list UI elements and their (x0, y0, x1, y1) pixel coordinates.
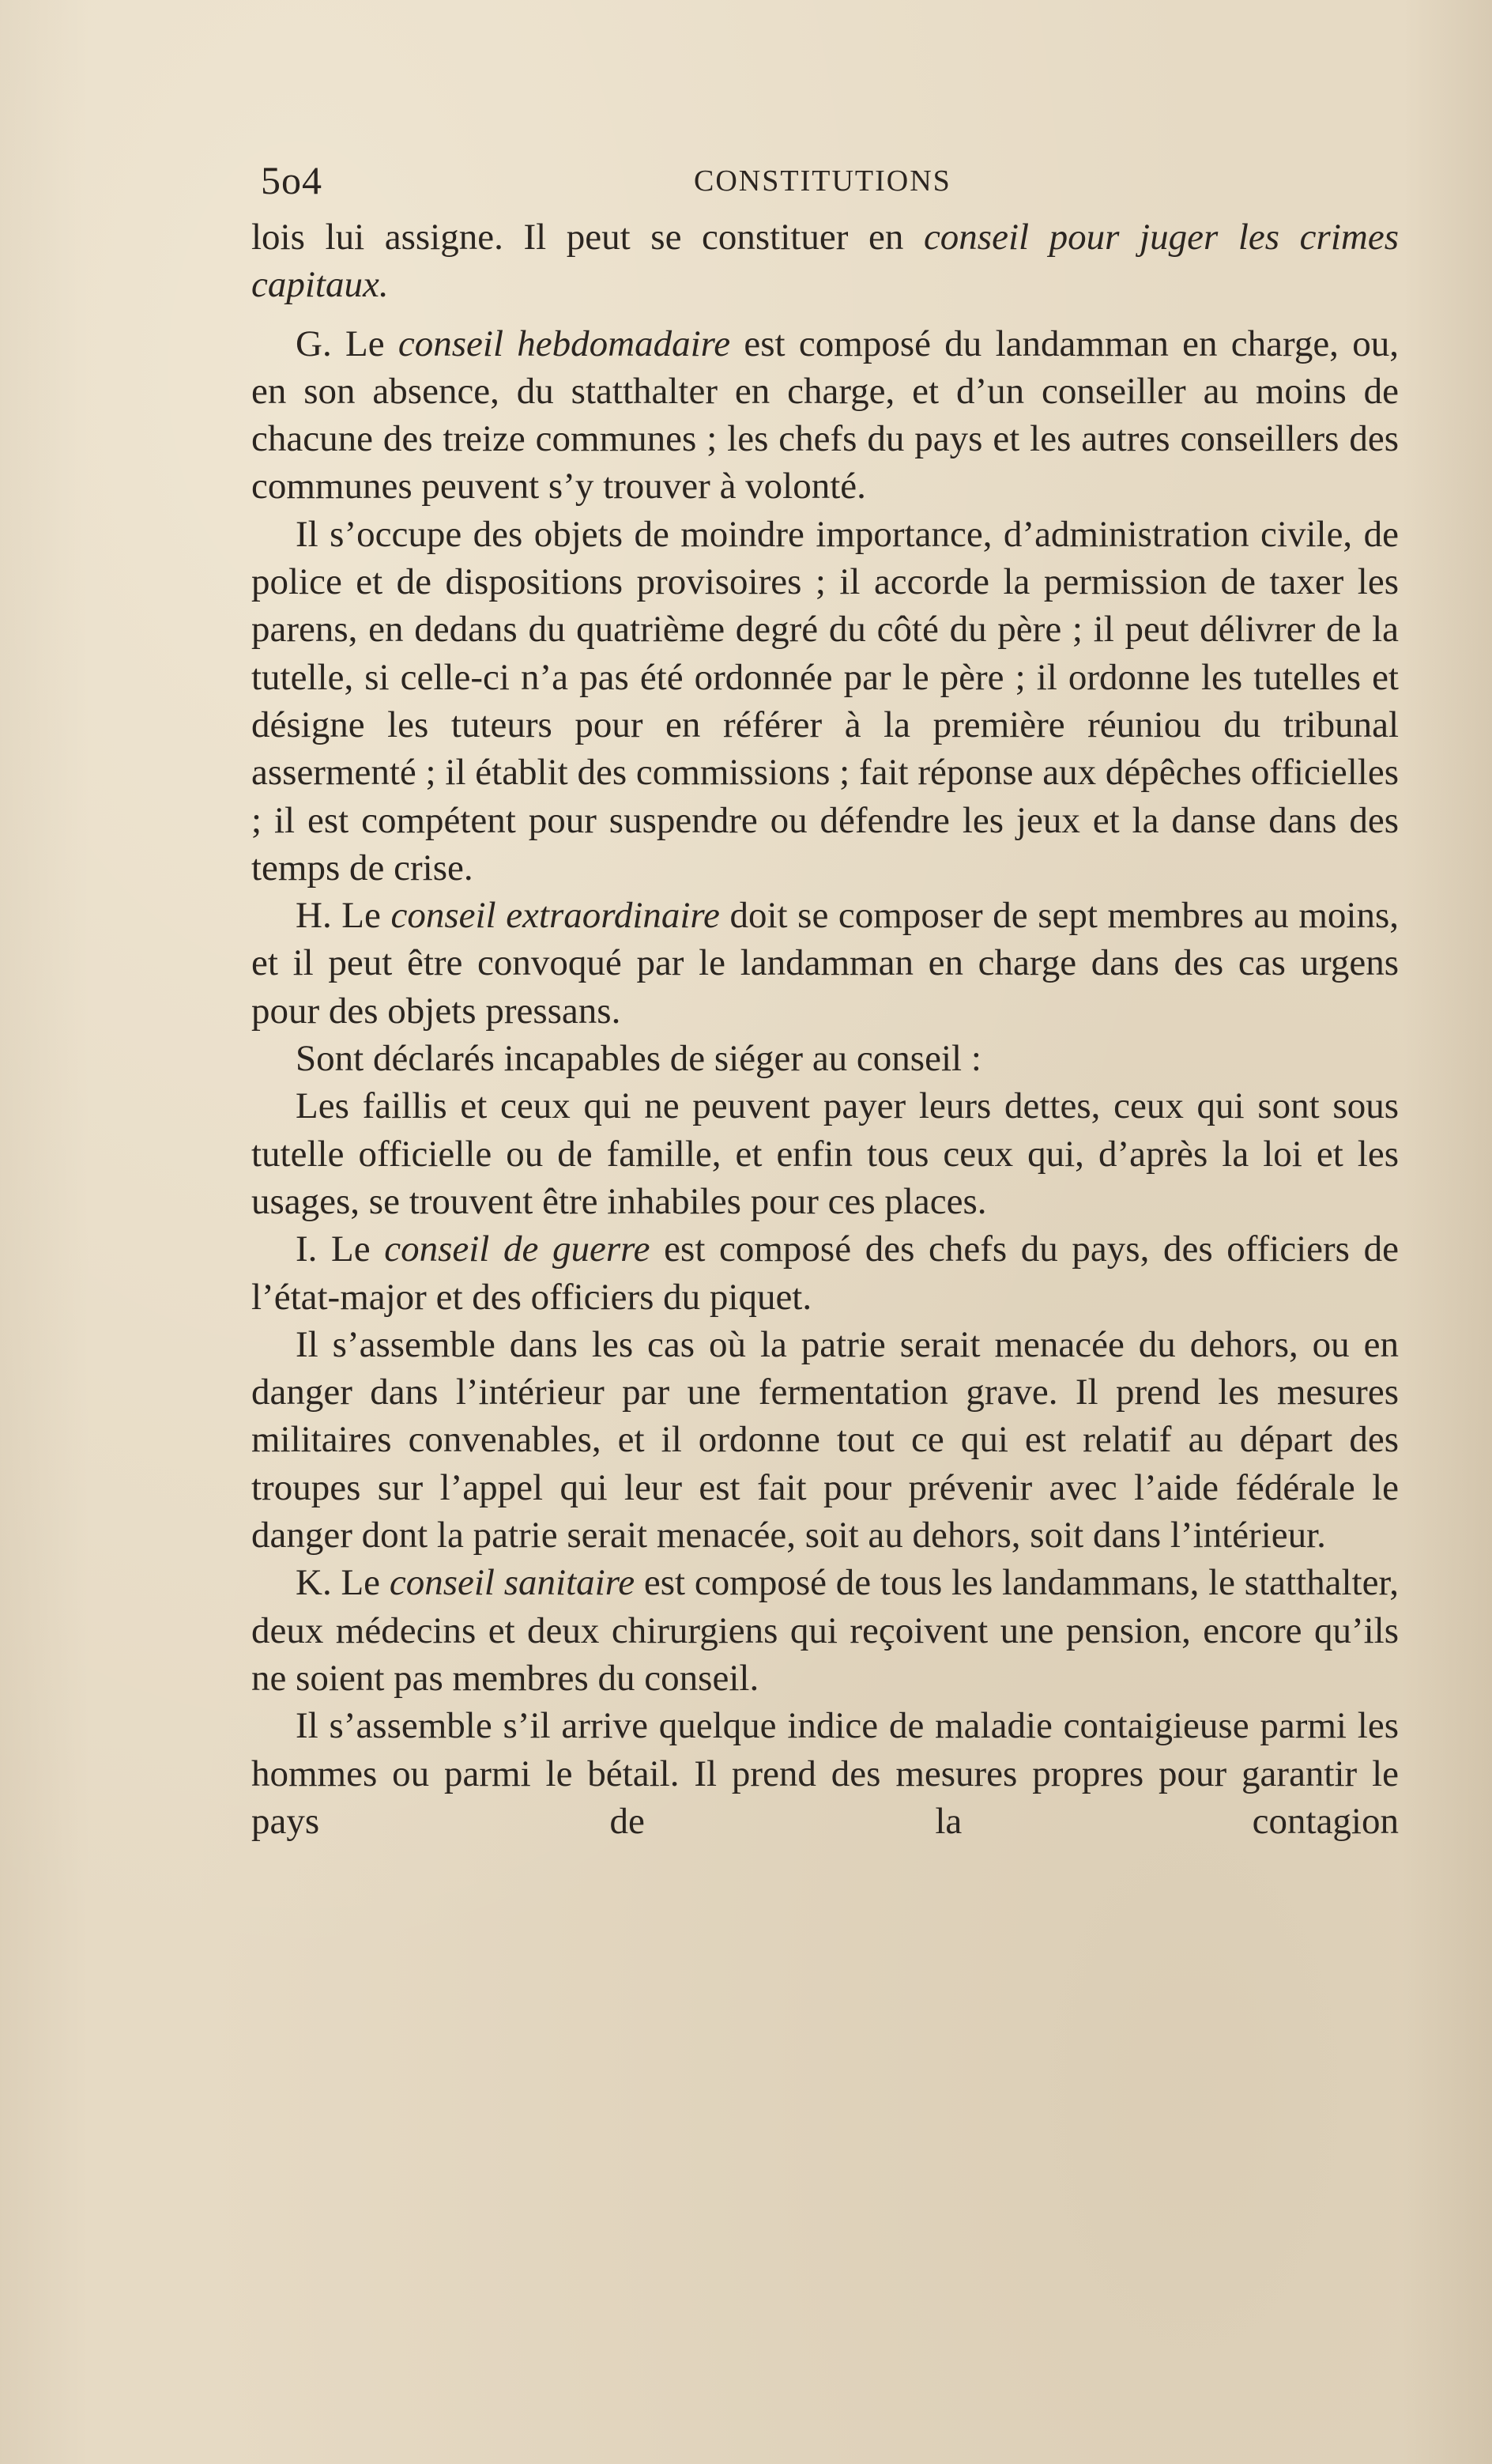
italic-term: conseil extraordinaire (390, 895, 720, 937)
paragraph-incapacites-intro (251, 1035, 1399, 1082)
paragraph-attributions-hebdomadaire (251, 511, 1399, 892)
paragraph-attributions-sanitaire (251, 1702, 1399, 1845)
text-run: Il s’assemble s’il arrive quelque indice de maladie contaigieuse parmi les hommes ou parmi le bétail. Il prend des mesures propres pour garantir le pays de la contagion (251, 1705, 1399, 1842)
paragraph-continuation (251, 213, 1399, 309)
italic-term: conseil pour juger les crimes capitaux. (251, 217, 1399, 306)
text-run: G. Le (296, 323, 398, 364)
text-run: Il s’occupe des objets de moindre importance, d’administration civile, de police et de dispositions provisoires ; il accorde la permission de taxer les parens, en dedans du quatrième degré du côté du père ; il peut délivrer de la tutelle, si celle-ci n’a pas été ordonnée par le père ; il ordonne les tutelles et désigne les tuteurs pour en référer à la première réuniou du tribunal assermenté ; il établit des commissions ; fait réponse aux dépêches officielles ; il est compétent pour suspendre ou défendre les jeux et la danse dans des temps de crise. (251, 513, 1399, 889)
text-run: I. Le (296, 1228, 385, 1270)
text-run: est composé du landamman en charge, ou, en son absence, du statthalter en charge, et d’un conseiller au moins de chacune des treize communes ; les chefs du pays et les autres conseillers des communes peuvent s’y trouver à volonté. (251, 323, 1399, 508)
running-title: CONSTITUTIONS (694, 164, 951, 198)
text-run: Les faillis et ceux qui ne peuvent payer leurs dettes, ceux qui sont sous tutelle officielle ou de famille, et enfin tous ceux qui, d’après la loi et les usages, se trouvent être inhabiles pour ces places. (251, 1085, 1399, 1222)
italic-term: conseil de guerre (384, 1228, 650, 1270)
text-run: Sont déclarés incapables de siéger au conseil : (296, 1038, 981, 1080)
text-run: doit se composer de sept membres au moins, et il peut être convoqué par le landamman en charge dans des cas urgens pour des objets pressans. (251, 895, 1399, 1032)
body-text (251, 213, 1399, 1845)
page-number: 5o4 (261, 158, 322, 202)
text-run: K. Le (296, 1562, 390, 1604)
text-run: lois lui assigne. Il peut se constituer en (251, 217, 924, 258)
text-run: est composé des chefs du pays, des officiers de l’état-major et des officiers du piquet. (251, 1228, 1399, 1318)
page-header (261, 157, 980, 204)
paragraph-conseil-hebdomadaire (251, 320, 1399, 511)
paragraph-conseil-extraordinaire (251, 892, 1399, 1035)
italic-term: conseil sanitaire (389, 1562, 635, 1604)
text-run: H. Le (296, 895, 391, 937)
text-run: Il s’assemble dans les cas où la patrie serait menacée du dehors, ou en danger dans l’intérieur par une fermentation grave. Il prend les mesures militaires convenables, et il ordonne tout ce qui est relatif au départ des troupes sur l’appel qui leur est fait pour prévenir avec l’aide fédérale le danger dont la patrie serait menacée, soit au dehors, soit dans l’intérieur. (251, 1323, 1399, 1557)
paragraph-conseil-de-guerre (251, 1225, 1399, 1321)
paragraph-incapacites (251, 1082, 1399, 1225)
paragraph-conseil-sanitaire (251, 1559, 1399, 1702)
italic-term: conseil hebdomadaire (397, 323, 731, 364)
text-run: est composé de tous les landammans, le statthalter, deux médecins et deux chirurgiens qui reçoivent une pension, encore qu’ils ne soient pas membres du conseil. (251, 1562, 1399, 1699)
paragraph-attributions-guerre (251, 1321, 1399, 1559)
